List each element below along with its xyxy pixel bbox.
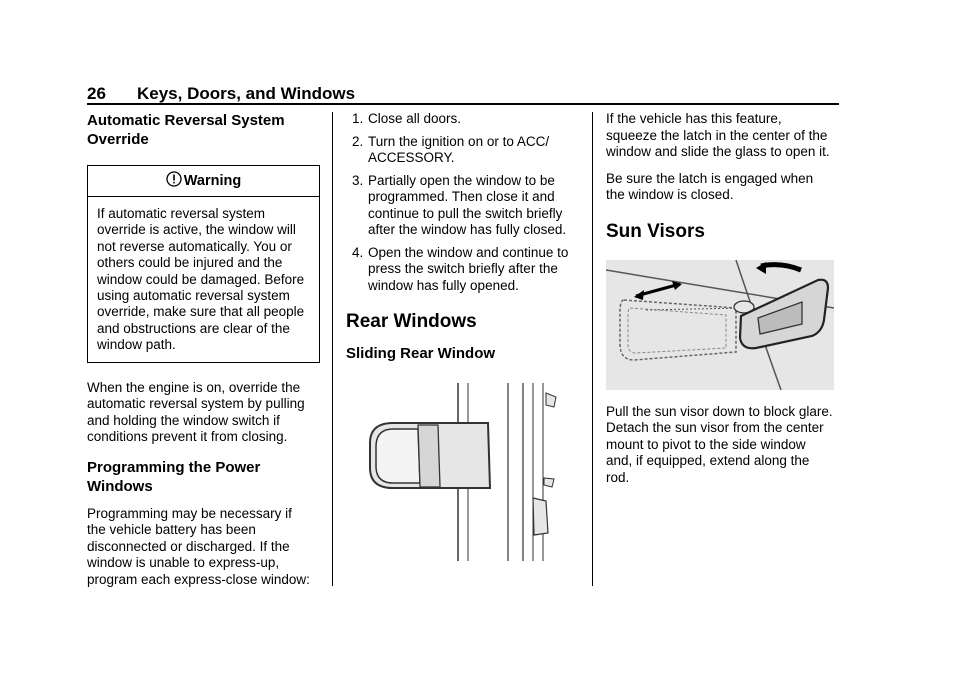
column-1 <box>87 111 321 588</box>
column-divider-2 <box>592 112 593 586</box>
programming-steps <box>346 111 582 294</box>
sun-visors-heading: Sun Visors <box>606 220 705 242</box>
programming-heading: Programming the Power Windows <box>87 458 261 495</box>
step-item: 1. Close all doors. <box>352 111 462 126</box>
programming-paragraph: Programming may be necessary if the vehicle battery has been disconnected or discharged. If the window is unable to express-up, program each express-close window: <box>87 505 310 587</box>
column-3 <box>606 111 838 486</box>
warning-title: Warning <box>183 173 242 189</box>
warning-icon <box>166 171 182 187</box>
page-number: 26 <box>87 84 106 103</box>
warning-box <box>87 165 320 363</box>
column-2 <box>346 111 582 561</box>
sliding-rear-window-illustration <box>348 383 560 561</box>
override-paragraph: When the engine is on, override the automatic reversal system by pulling and holding the window switch if conditions prevent it from closing. <box>87 379 305 445</box>
latch-paragraph: Be sure the latch is engaged when the window is closed. <box>606 170 814 202</box>
sliding-window-paragraph: If the vehicle has this feature, squeeze the latch in the center of the window and slide the glass to open it. <box>606 111 830 159</box>
sun-visor-paragraph: Pull the sun visor down to block glare. Detach the sun visor from the center mount to pivot to the side window and, if equipped, extend along the rod. <box>606 403 833 485</box>
rear-windows-heading: Rear Windows <box>346 311 477 332</box>
warning-text: If automatic reversal system override is active, the window will not reverse automatically. You or others could be injured and the window could be damaged. Before using automatic reversal system override, make sure that all people and obstructions are clear of the window path. <box>97 206 305 353</box>
warning-header <box>88 166 319 197</box>
step-item: 2. Turn the ignition on or to ACC/ ACCESSORY. <box>352 133 550 165</box>
step-item: 3. Partially open the window to be programmed. Then close it and continue to pull the switch briefly after the window has fully closed. <box>352 172 567 237</box>
sun-visor-illustration <box>606 260 834 390</box>
step-item: 4. Open the window and continue to press the switch briefly after the window has fully opened. <box>352 244 569 293</box>
page-header <box>87 84 839 104</box>
header-rule <box>87 103 839 105</box>
column-divider-1 <box>332 112 333 586</box>
override-heading: Automatic Reversal System Override <box>87 112 285 148</box>
sliding-rear-window-heading: Sliding Rear Window <box>346 345 496 362</box>
section-title: Keys, Doors, and Windows <box>137 84 356 103</box>
